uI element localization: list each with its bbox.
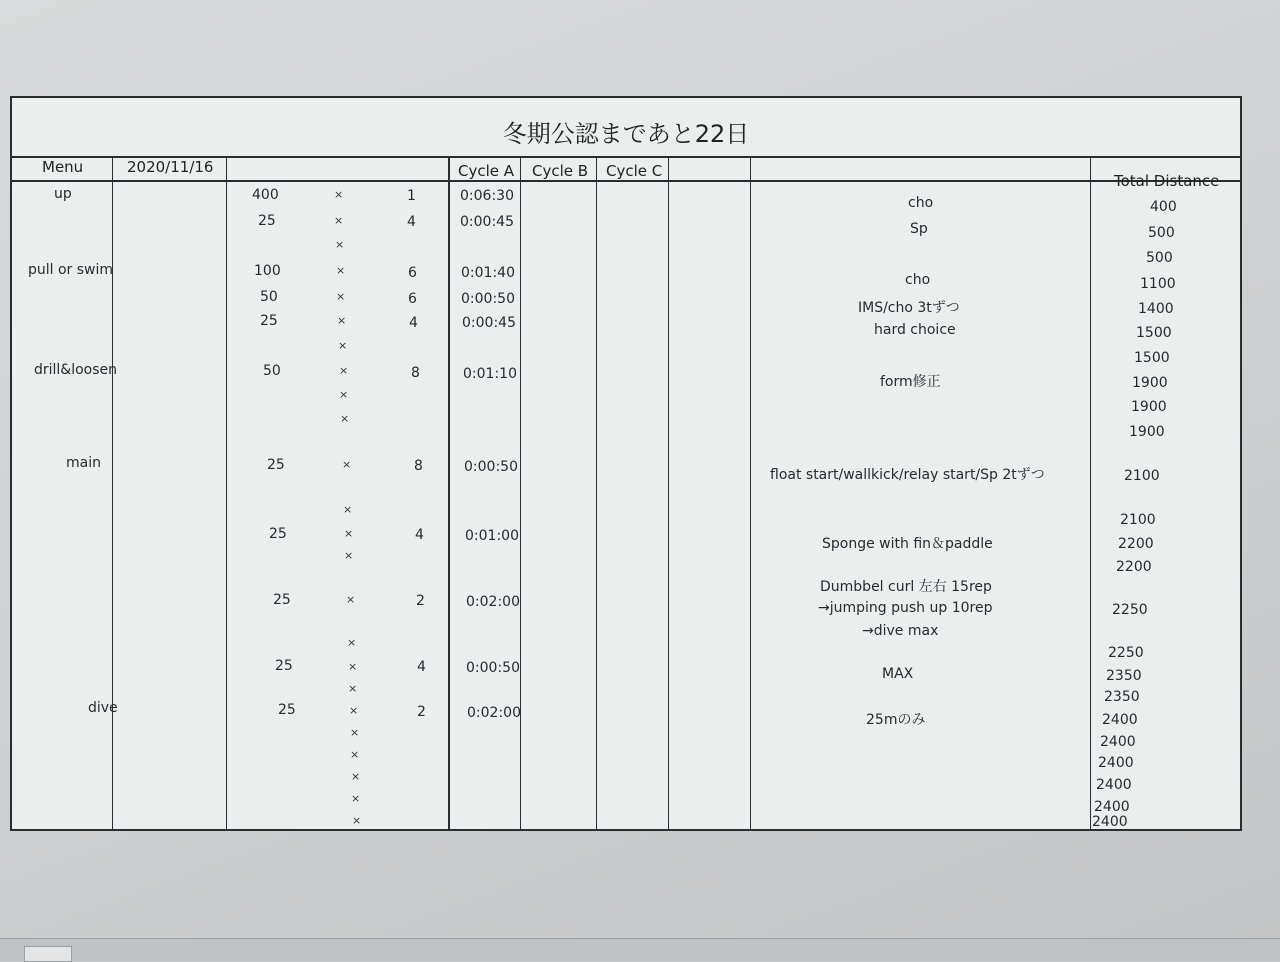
total-distance[interactable]: 2350 [1104,689,1140,705]
times-mark: × [334,188,344,201]
total-distance[interactable]: 2250 [1108,645,1144,661]
set-cycle-a[interactable]: 0:01:40 [461,265,515,281]
note-text[interactable]: 25mのみ [866,712,926,728]
times-mark: × [351,792,361,805]
set-distance[interactable]: 25 [273,592,291,608]
set-cycle-a[interactable]: 0:02:00 [466,594,520,610]
menu-label-main[interactable]: main [66,455,101,471]
times-mark: × [348,660,358,673]
times-mark: × [348,682,358,695]
total-distance[interactable]: 2100 [1124,468,1160,484]
note-text[interactable]: Sp [910,221,928,237]
col-rule-1 [112,156,113,831]
col-rule-7 [750,156,751,831]
total-distance[interactable]: 1900 [1131,399,1167,415]
times-mark: × [342,458,352,471]
set-cycle-a[interactable]: 0:00:50 [464,459,518,475]
set-cycle-a[interactable]: 0:01:00 [465,528,519,544]
set-reps[interactable]: 2 [417,704,426,720]
sheet-title: 冬期公認まであと22日 [502,120,750,148]
col-rule-8 [1090,156,1091,831]
times-mark: × [350,726,360,739]
set-distance[interactable]: 50 [260,289,278,305]
times-mark: × [351,770,361,783]
set-reps[interactable]: 1 [407,188,416,204]
times-mark: × [343,503,353,516]
times-mark: × [337,314,347,327]
note-text[interactable]: hard choice [874,322,956,338]
note-text[interactable]: cho [908,195,934,211]
total-distance[interactable]: 2100 [1120,512,1156,528]
header-bottom-rule [12,180,1240,182]
total-distance[interactable]: 2400 [1094,799,1130,815]
header-date[interactable]: 2020/11/16 [127,158,214,176]
times-mark: × [335,238,345,251]
set-cycle-a[interactable]: 0:02:00 [467,705,521,721]
total-distance[interactable]: 2400 [1100,734,1136,750]
set-reps[interactable]: 6 [408,265,417,281]
total-distance[interactable]: 2200 [1116,559,1152,575]
times-mark: × [344,527,354,540]
set-distance[interactable]: 25 [278,702,296,718]
note-text[interactable]: →dive max [862,623,939,639]
set-reps[interactable]: 8 [414,458,423,474]
set-reps[interactable]: 4 [417,659,426,675]
times-mark: × [339,364,349,377]
col-rule-4 [520,156,521,831]
menu-label-up[interactable]: up [54,186,72,202]
set-reps[interactable]: 2 [416,593,425,609]
times-mark: × [349,704,359,717]
times-mark: × [347,636,357,649]
menu-label-drill-loosen[interactable]: drill&loosen [34,362,118,378]
set-distance[interactable]: 25 [260,313,278,329]
times-mark: × [336,264,346,277]
header-cycle-b[interactable]: Cycle B [532,162,589,180]
note-text[interactable]: →jumping push up 10rep [818,600,993,616]
total-distance[interactable]: 2400 [1102,712,1138,728]
times-mark: × [338,339,348,352]
header-total-distance[interactable]: Total Distance [1114,172,1220,190]
col-rule-2 [226,156,227,831]
header-menu[interactable]: Menu [42,158,84,176]
total-distance[interactable]: 2200 [1118,536,1154,552]
note-text[interactable]: float start/wallkick/relay start/Sp 2tずつ [770,467,1045,483]
note-text[interactable]: Sponge with fin＆paddle [822,536,993,552]
note-text[interactable]: form修正 [880,374,941,390]
set-cycle-a[interactable]: 0:00:45 [462,315,516,331]
note-text[interactable]: MAX [882,666,914,682]
header-cycle-c[interactable]: Cycle C [606,162,663,180]
total-distance[interactable]: 500 [1146,250,1173,266]
total-distance[interactable]: 1400 [1138,301,1174,317]
total-distance[interactable]: 1500 [1136,325,1172,341]
set-distance[interactable]: 50 [263,363,281,379]
note-text[interactable]: IMS/cho 3tずつ [858,300,960,316]
total-distance[interactable]: 1100 [1140,276,1176,292]
times-mark: × [334,214,344,227]
set-reps[interactable]: 4 [409,315,418,331]
menu-label-pull-or-swim[interactable]: pull or swim [28,262,114,278]
total-distance[interactable]: 2400 [1092,814,1128,830]
note-text[interactable]: Dumbbel curl 左右 15rep [820,579,992,595]
set-reps[interactable]: 4 [415,527,424,543]
set-distance[interactable]: 25 [269,526,287,542]
set-reps[interactable]: 8 [411,365,420,381]
col-rule-5 [596,156,597,831]
col-rule-6 [668,156,669,831]
set-cycle-a[interactable]: 0:06:30 [460,188,514,204]
total-distance[interactable]: 1900 [1129,424,1165,440]
times-mark: × [339,388,349,401]
total-distance[interactable]: 2400 [1098,755,1134,771]
total-distance[interactable]: 1500 [1134,350,1170,366]
total-distance[interactable]: 500 [1148,225,1175,241]
set-distance[interactable]: 25 [258,213,276,229]
times-mark: × [336,290,346,303]
set-distance[interactable]: 25 [267,457,285,473]
times-mark: × [344,549,354,562]
col-rule-3 [448,156,450,831]
set-cycle-a[interactable]: 0:01:10 [463,366,517,382]
set-distance[interactable]: 100 [254,263,281,279]
set-cycle-a[interactable]: 0:00:50 [466,660,520,676]
total-distance[interactable]: 1900 [1132,375,1168,391]
set-reps[interactable]: 4 [407,214,416,230]
note-text[interactable]: cho [905,272,931,288]
times-mark: × [346,593,356,606]
set-cycle-a[interactable]: 0:00:45 [460,214,514,230]
menu-label-dive[interactable]: dive [88,700,118,716]
set-distance[interactable]: 25 [275,658,293,674]
set-reps[interactable]: 6 [408,291,417,307]
set-cycle-a[interactable]: 0:00:50 [461,291,515,307]
header-cycle-a[interactable]: Cycle A [458,162,515,180]
total-distance[interactable]: 2400 [1096,777,1132,793]
times-mark: × [352,814,362,827]
times-mark: × [350,748,360,761]
spreadsheet [10,96,1242,831]
total-distance[interactable]: 400 [1150,199,1177,215]
total-distance[interactable]: 2250 [1112,602,1148,618]
set-distance[interactable]: 400 [252,187,279,203]
times-mark: × [340,412,350,425]
total-distance[interactable]: 2350 [1106,668,1142,684]
sheet-tab-bar [0,938,1280,961]
